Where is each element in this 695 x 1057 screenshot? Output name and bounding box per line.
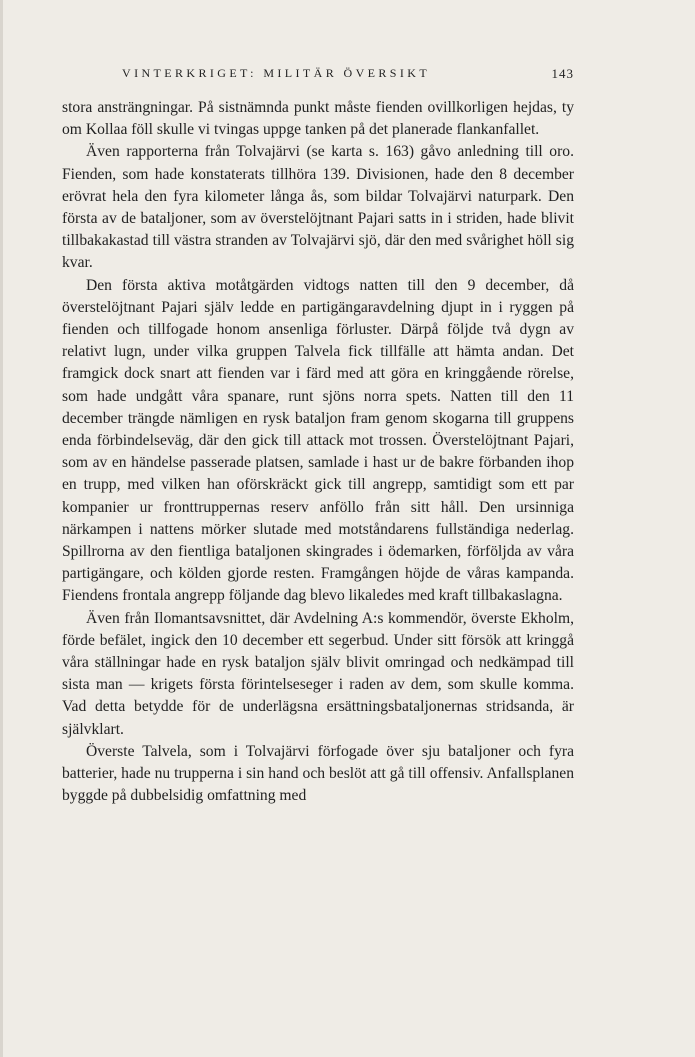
paragraph: Den första aktiva motåtgärden vidtogs natten till den 9 december, då överstelöjtnant Pajari själv ledde en partigängaravdelning djupt in i ryggen på fienden och tillfogade honom ansenliga förluster. Därpå följde två dygn av relativt lugn, under vilka gruppen Talvela fick tillfälle att hämta andan. Det framgick dock snart att fienden var i färd med att göra en kringgående rörelse, som hade undgått våra spanare, runt sjöns norra spets. Natten till den 11 december trängde nämligen en rysk bataljon fram genom skogarna till gruppens enda förbindelseväg, där den gick till attack mot trossen. Överstelöjtnant Pajari, som av en händelse passerade platsen, samlade i hast ur de bakre förbanden ihop en trupp, med vilken han oförskräckt gick till angrepp, samtidigt som ett par kompanier ur fronttruppernas reserv anföllo från sitt håll. Den ursinniga närkampen i nattens mörker slutade med motståndarens fullständiga nederlag. Spillrorna av den fientliga bataljonen skingrades i ödemarken, förföljda av våra partigängare, och kölden gjorde resten. Framgången höjde de våras kampanda. Fiendens frontala angrepp följande dag blevo likaledes med kraft tillbakaslagna.: [62, 276, 574, 605]
paragraph: Även från Ilomantsavsnittet, där Avdelning A:s kommendör, överste Ekholm, förde befälet, ingick den 10 december ett segerbud. Under sitt försök att kringgå våra ställningar hade en rysk bataljon själv blivit omringad och nedkämpad till sista man — krigets första förintelseseger i raden av dem, som skulle komma. Vad detta betydde för de underlägsna ersättningsbataljonernas stridsanda, är självklart.: [62, 609, 574, 738]
paragraph: stora ansträngningar. På sistnämnda punkt måste fienden ovillkorligen hejdas, ty om Kollaa föll skulle vi tvingas uppge tanken på det planerade flankanfallet.: [62, 99, 574, 139]
paragraph: Överste Talvela, som i Tolvajärvi förfogade över sju bataljoner och fyra batterier, hade nu trupperna i sin hand och beslöt att gå till offensiv. Anfallsplanen byggde på dubbelsidig omfattning med: [62, 742, 574, 805]
body-text: [62, 97, 574, 808]
page-edge: [0, 0, 3, 1057]
running-head: VINTERKRIGET: MILITÄR ÖVERSIKT: [122, 66, 431, 80]
paragraph: Även rapporterna från Tolvajärvi (se karta s. 163) gåvo anledning till oro. Fienden, som hade konstaterats tillhöra 139. Divisionen, hade den 8 december erövrat hela den fyra kilometer långa ås, som bildar Tolvajärvi naturpark. Den första av de bataljoner, som av överstelöjtnant Pajari satts in i striden, hade blivit tillbakakastad till västra stranden av Tolvajärvi sjö, där den med svårighet höll sig kvar.: [62, 143, 574, 272]
page-number: 143: [551, 66, 574, 81]
page-header: [62, 66, 574, 86]
